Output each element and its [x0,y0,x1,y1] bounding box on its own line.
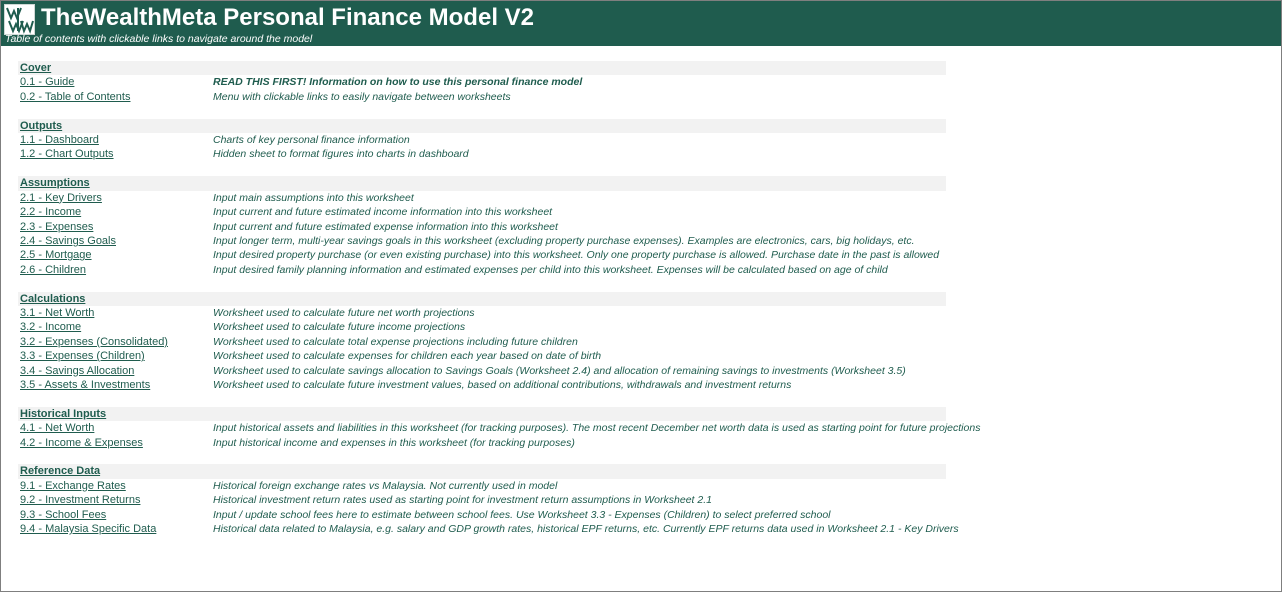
twm-logo-icon [4,4,35,35]
toc-row [18,479,946,493]
worksheet-link[interactable]: 3.4 - Savings Allocation [20,364,135,377]
worksheet-description: Input main assumptions into this worksheet [213,191,414,204]
toc-section [18,119,946,162]
worksheet-link[interactable]: 1.2 - Chart Outputs [20,148,114,161]
toc-row [18,320,946,334]
toc-row [18,191,946,205]
worksheet-link[interactable]: 2.6 - Children [20,263,87,276]
worksheet-link[interactable]: 3.2 - Income [20,321,82,334]
worksheet-description: Menu with clickable links to easily navigate between worksheets [213,90,511,103]
toc-section [18,176,946,277]
worksheet-description: Worksheet used to calculate future net worth projections [213,306,475,319]
toc-row [18,133,946,147]
worksheet-description: Worksheet used to calculate expenses for children each year based on date of birth [213,350,602,363]
section-heading: Assumptions [18,176,946,190]
toc-row [18,75,946,89]
worksheet-description: Worksheet used to calculate savings allocation to Savings Goals (Worksheet 2.4) and allocation of remaining savings to investments (Worksheet 3.5) [213,364,906,377]
worksheet-link[interactable]: 0.2 - Table of Contents [20,90,131,103]
worksheet-description: Input historical income and expenses in this worksheet (for tracking purposes) [213,436,575,449]
worksheet-link[interactable]: 9.3 - School Fees [20,508,107,521]
section-heading: Calculations [18,292,946,306]
worksheet-link[interactable]: 3.5 - Assets & Investments [20,378,151,391]
worksheet-description: Historical foreign exchange rates vs Malaysia. Not currently used in model [213,479,558,492]
toc-section [18,464,959,536]
page-subtitle: Table of contents with clickable links to navigate around the model [5,33,313,45]
toc-row [18,205,946,219]
toc-row [18,508,946,522]
worksheet-link[interactable]: 2.1 - Key Drivers [20,191,102,204]
toc-row [18,364,946,378]
worksheet-link[interactable]: 9.4 - Malaysia Specific Data [20,523,157,536]
worksheet-description: Input historical assets and liabilities in this worksheet (for tracking purposes). The most recent December net worth data is used as starting point for future projections [213,422,981,435]
toc-row [18,248,946,262]
toc-section [18,61,946,104]
worksheet-description: Input current and future estimated expense information into this worksheet [213,220,558,233]
worksheet-description: Hidden sheet to format figures into charts in dashboard [213,148,469,161]
worksheet-link[interactable]: 9.2 - Investment Returns [20,494,141,507]
toc-row [18,378,946,392]
section-heading: Reference Data [18,464,946,478]
worksheet-link[interactable]: 3.3 - Expenses (Children) [20,350,145,363]
toc-row [18,421,981,435]
worksheet-link[interactable]: 2.3 - Expenses [20,220,94,233]
section-heading: Cover [18,61,946,75]
worksheet-description: Historical investment return rates used as starting point for investment return assumptions in Worksheet 2.1 [213,494,712,507]
worksheet-description: Input desired family planning information and estimated expenses per child into this worksheet. Expenses will be calculated based on age of child [213,263,888,276]
table-of-contents [18,61,981,551]
worksheet-link[interactable]: 3.2 - Expenses (Consolidated) [20,335,168,348]
toc-section [18,407,981,450]
worksheet-description: Worksheet used to calculate total expense projections including future children [213,335,578,348]
toc-row [18,220,946,234]
header-banner [1,1,1281,46]
worksheet-description: Charts of key personal finance information [213,134,410,147]
toc-row [18,234,946,248]
worksheet-link[interactable]: 4.1 - Net Worth [20,422,95,435]
toc-row [18,263,946,277]
worksheet-link[interactable]: 2.5 - Mortgage [20,249,92,262]
worksheet-link[interactable]: 2.2 - Income [20,206,82,219]
worksheet-description: Historical data related to Malaysia, e.g. salary and GDP growth rates, historical EPF returns, etc. Currently EPF returns data used in Worksheet 2.1 - Key Drivers [213,523,959,536]
section-heading: Historical Inputs [18,407,946,421]
toc-row [18,493,946,507]
toc-row [18,147,946,161]
worksheet-link[interactable]: 3.1 - Net Worth [20,306,95,319]
toc-row [18,90,946,104]
toc-row [18,335,946,349]
worksheet-description: Input / update school fees here to estimate between school fees. Use Worksheet 3.3 - Expenses (Children) to select preferred school [213,508,831,521]
worksheet-description: Input longer term, multi-year savings goals in this worksheet (excluding property purchase expenses). Examples are electronics, cars, big holidays, etc. [213,234,915,247]
page-title: TheWealthMeta Personal Finance Model V2 [41,4,535,31]
worksheet-link[interactable]: 2.4 - Savings Goals [20,234,116,247]
toc-row [18,349,946,363]
section-heading: Outputs [18,119,946,133]
toc-row [18,306,946,320]
worksheet-description: Input current and future estimated income information into this worksheet [213,206,553,219]
worksheet-description: READ THIS FIRST! Information on how to use this personal finance model [213,76,583,89]
toc-section [18,292,946,393]
worksheet-description: Worksheet used to calculate future income projections [213,321,466,334]
toc-row [18,522,959,536]
toc-row [18,436,946,450]
worksheet-description: Worksheet used to calculate future investment values, based on additional contributions, withdrawals and investment returns [213,378,792,391]
worksheet-description: Input desired property purchase (or even existing purchase) into this worksheet. Only one property purchase is allowed. Purchase date in the past is allowed [213,249,940,262]
worksheet-link[interactable]: 1.1 - Dashboard [20,134,99,147]
worksheet-link[interactable]: 0.1 - Guide [20,76,75,89]
worksheet-link[interactable]: 4.2 - Income & Expenses [20,436,143,449]
worksheet-link[interactable]: 9.1 - Exchange Rates [20,479,126,492]
